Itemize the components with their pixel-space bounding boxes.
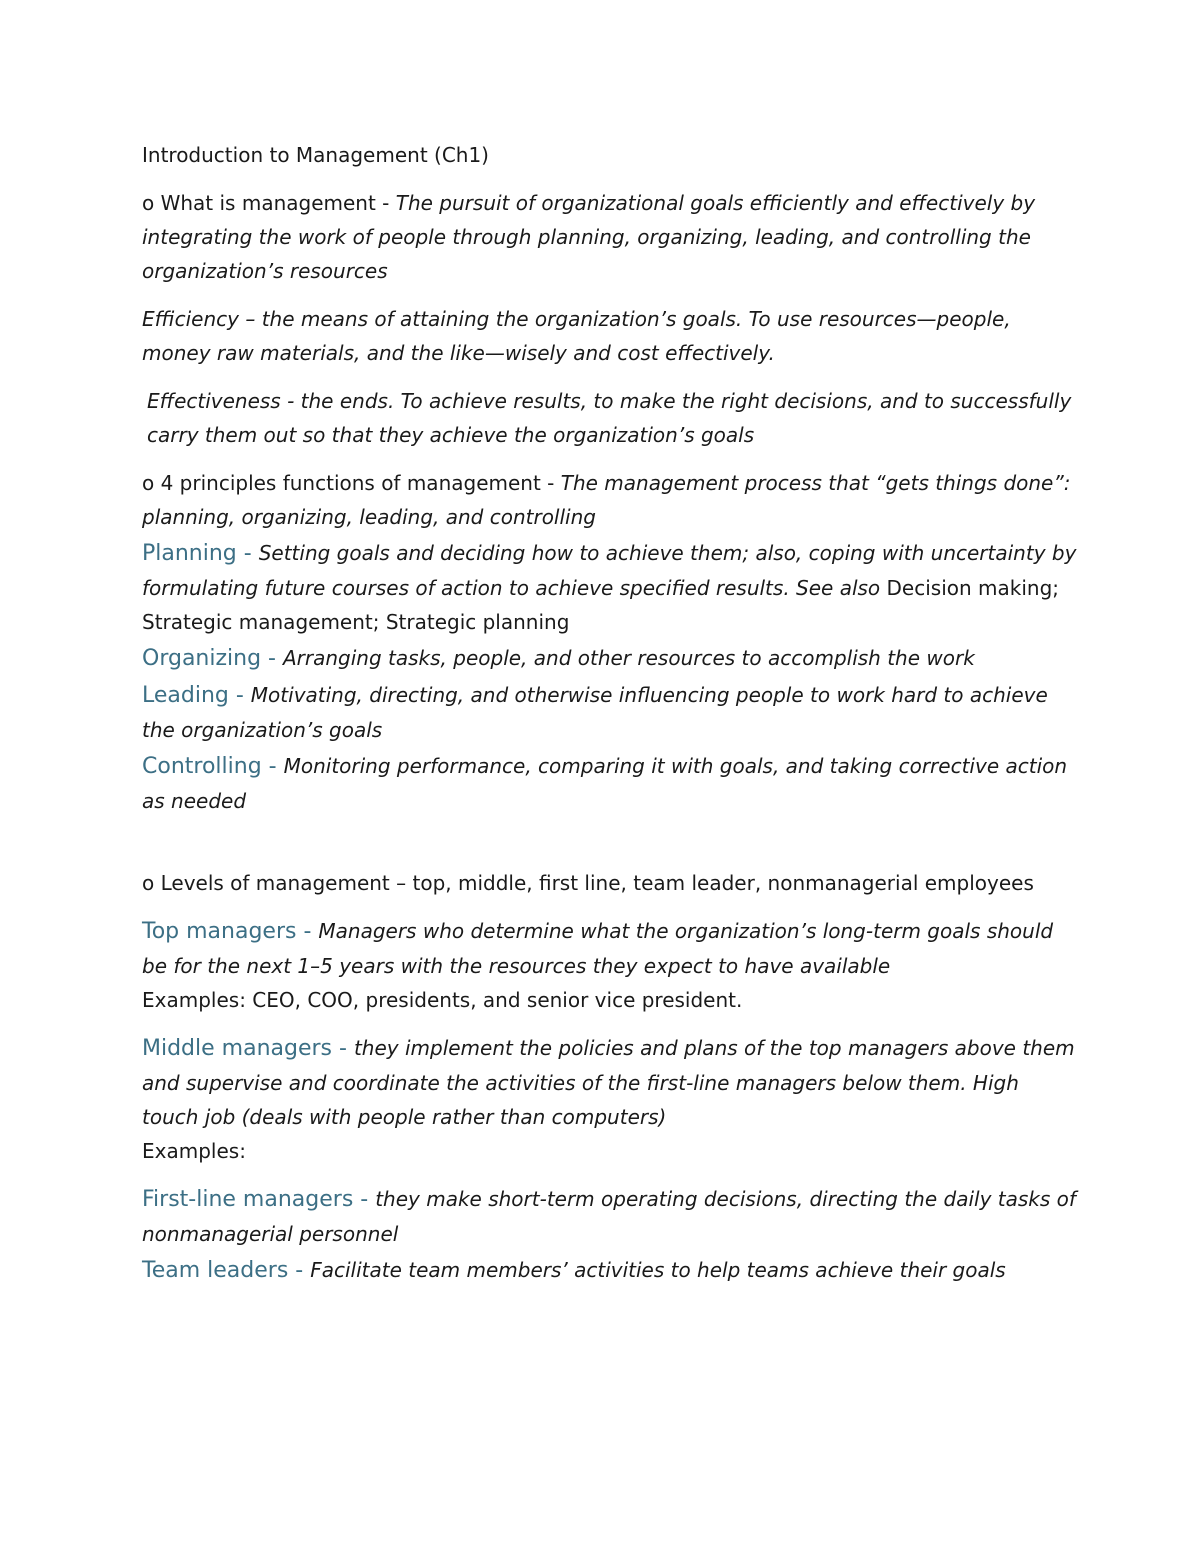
document-body [142, 138, 1077, 1288]
top-managers-definition: Managers who determine what the organization’s long-term goals should be for the next 1–5 years with the resources they expect to have available [142, 919, 1054, 978]
team-leaders-term: Team leaders - [142, 1258, 311, 1283]
efficiency-paragraph: Efficiency – the means of attaining the organization’s goals. To use resources—people, money raw materials, and the like—wisely and cost effectively. [142, 307, 1011, 365]
team-leaders-definition: Facilitate team members’ activities to help teams achieve their goals [310, 1258, 1006, 1282]
levels-of-management-paragraph: o Levels of management – top, middle, first line, team leader, nonmanagerial employees [142, 871, 1034, 895]
middle-managers-term: Middle managers - [142, 1036, 354, 1061]
planning-definition: Setting goals and deciding how to achieve them; also, coping with uncertainty by formulating future courses of action to achieve specified results. See also [142, 541, 1077, 600]
effectiveness-paragraph: Effectiveness - the ends. To achieve results, to make the right decisions, and to successfully carry them out so that they achieve the organization’s goals [147, 389, 1072, 447]
team-leaders-paragraph [142, 1253, 1077, 1288]
organizing-term: Organizing - [142, 646, 283, 671]
principles-label: o 4 principles functions of management - [142, 471, 561, 495]
controlling-paragraph [142, 749, 1077, 818]
principles-definition: The management process that “gets things done”: planning, organizing, leading, and controlling [142, 471, 1071, 529]
controlling-definition: Monitoring performance, comparing it with goals, and taking corrective action as needed [142, 754, 1068, 813]
organizing-paragraph [142, 641, 1077, 676]
organizing-definition: Arranging tasks, people, and other resources to accomplish the work [282, 646, 975, 670]
planning-paragraph [142, 536, 1077, 639]
planning-term: Planning - [142, 541, 259, 566]
middle-managers-examples: Examples: [142, 1139, 246, 1163]
leading-definition: Motivating, directing, and otherwise influencing people to work hard to achieve the organization’s goals [142, 683, 1048, 742]
what-is-management-label: o What is management - [142, 191, 396, 215]
first-line-managers-term: First-line managers - [142, 1187, 376, 1212]
leading-paragraph [142, 678, 1077, 747]
middle-managers-paragraph [142, 1031, 1077, 1134]
first-line-managers-paragraph [142, 1182, 1077, 1251]
document-title: Introduction to Management (Ch1) [142, 143, 489, 167]
top-managers-examples: Examples: CEO, COO, presidents, and senior vice president. [142, 988, 743, 1012]
principles-paragraph [142, 466, 1077, 534]
first-line-managers-definition: they make short-term operating decisions, directing the daily tasks of nonmanagerial personnel [142, 1187, 1076, 1246]
top-managers-term: Top managers - [142, 919, 319, 944]
top-managers-paragraph [142, 914, 1077, 983]
what-is-management-paragraph [142, 186, 1077, 288]
leading-term: Leading - [142, 683, 251, 708]
planning-see-also: Decision making; Strategic management; Strategic planning [142, 576, 1060, 634]
middle-managers-definition: they implement the policies and plans of the top managers above them and supervise and coordinate the activities of the first-line managers below them. High touch job (deals with people rather than computers) [142, 1036, 1075, 1129]
controlling-term: Controlling - [142, 754, 284, 779]
what-is-management-definition: The pursuit of organizational goals efficiently and effectively by integrating the work of people through planning, organizing, leading, and controlling the organization’s resources [142, 191, 1036, 283]
